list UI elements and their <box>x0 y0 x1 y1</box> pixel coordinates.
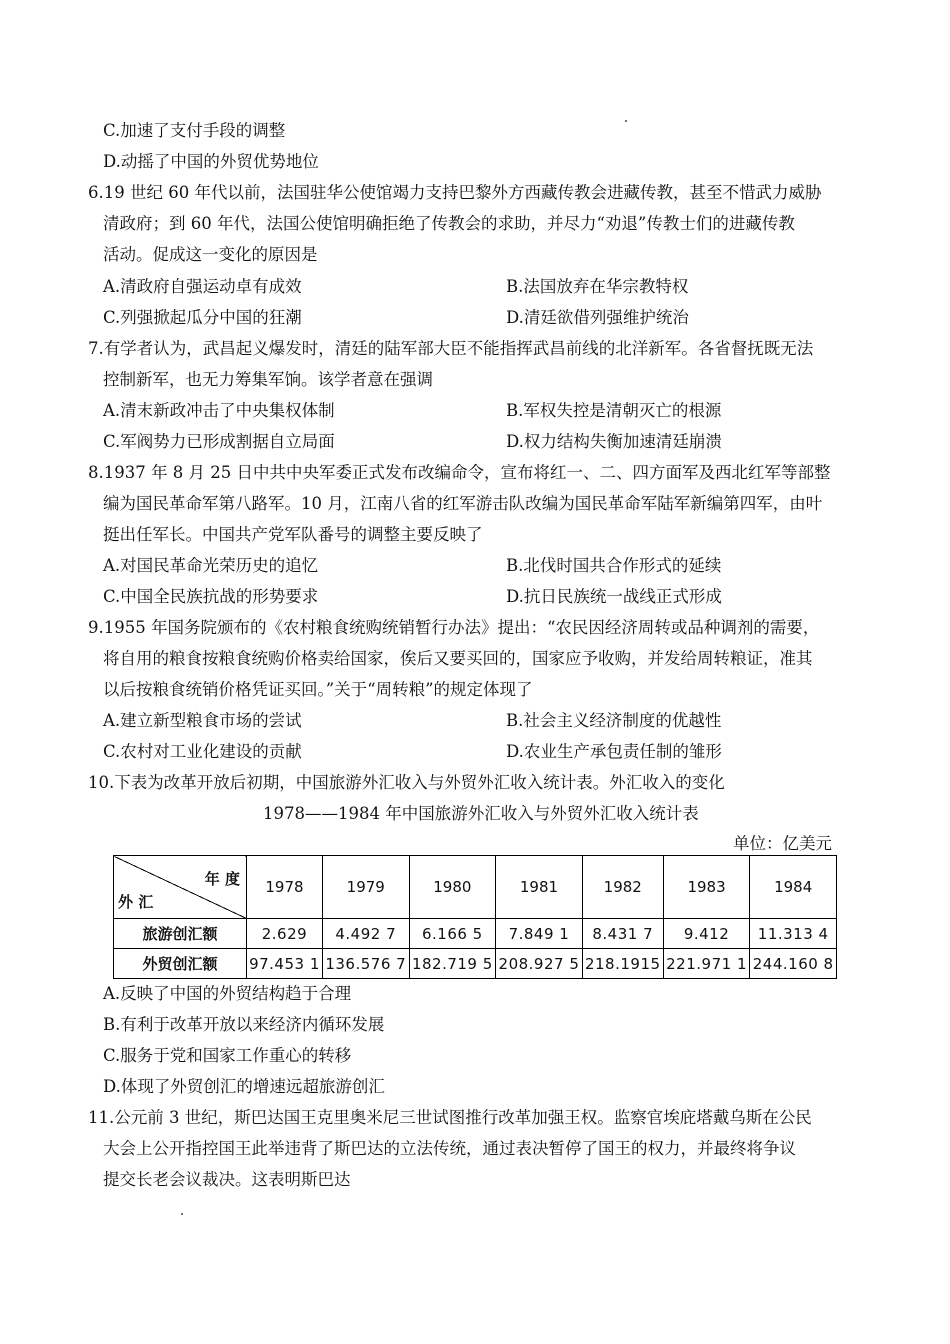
q8-option-a: A.对国民革命光荣历史的追忆 <box>103 556 319 575</box>
q7-stem-line1: 7.有学者认为，武昌起义爆发时，清廷的陆军部大臣不能指挥武昌前线的北洋新军。各省督抚既无法 <box>88 339 814 358</box>
q9-stem-line2: 将自用的粮食按粮食统购价格卖给国家，俟后又要买回的，国家应予收购，并发给周转粮证，准其 <box>103 649 813 668</box>
table-cell: 4.492 7 <box>322 919 409 949</box>
q9-option-d: D.农业生产承包责任制的雏形 <box>506 742 722 761</box>
table-corner-cell <box>114 856 247 919</box>
year-header-cell: 1983 <box>663 856 750 919</box>
table-cell: 8.431 7 <box>582 919 663 949</box>
q6-stem-line3: 活动。促成这一变化的原因是 <box>103 245 318 264</box>
q9-option-c: C.农村对工业化建设的贡献 <box>103 742 302 761</box>
corner-label-year: 年 度 <box>204 870 240 888</box>
q11-stem-line1: 11.公元前 3 世纪，斯巴达国王克里奥米尼三世试图推行改革加强王权。监察官埃庇塔戴乌斯在公民 <box>88 1108 812 1127</box>
row-label-cell: 外贸创汇额 <box>114 949 247 979</box>
table-cell: 221.971 1 <box>663 949 750 979</box>
year-header-cell: 1978 <box>247 856 323 919</box>
year-header-cell: 1984 <box>750 856 837 919</box>
q8-stem-line3: 挺出任军长。中国共产党军队番号的调整主要反映了 <box>103 525 483 544</box>
q9-stem-line1: 9.1955 年国务院颁布的《农村粮食统购统销暂行办法》提出：“农民因经济周转或品种调剂的需要， <box>88 618 820 637</box>
q9-stem-line3: 以后按粮食统销价格凭证买回。”关于“周转粮”的规定体现了 <box>103 680 533 699</box>
q10-option-a: A.反映了中国的外贸结构趋于合理 <box>103 984 352 1003</box>
table-cell: 6.166 5 <box>409 919 496 949</box>
scan-speck <box>181 1213 183 1215</box>
table-cell: 7.849 1 <box>496 919 583 949</box>
q10-table-title: 1978——1984 年中国旅游外汇收入与外贸外汇收入统计表 <box>263 804 699 823</box>
row-label-cell: 旅游创汇额 <box>114 919 247 949</box>
q8-option-c: C.中国全民族抗战的形势要求 <box>103 587 319 606</box>
q7-option-b: B.军权失控是清朝灭亡的根源 <box>506 401 722 420</box>
table-header-row <box>114 856 837 919</box>
table-cell: 208.927 5 <box>496 949 583 979</box>
forex-income-table <box>113 855 837 979</box>
q10-option-c: C.服务于党和国家工作重心的转移 <box>103 1046 352 1065</box>
table-cell: 136.576 7 <box>322 949 409 979</box>
q10-option-d: D.体现了外贸创汇的增速远超旅游创汇 <box>103 1077 385 1096</box>
q8-stem-line1: 8.1937 年 8 月 25 日中共中央军委正式发布改编命令，宣布将红一、二、四方面军及西北红军等部整 <box>88 463 831 482</box>
q10-stem-line1: 10.下表为改革开放后初期，中国旅游外汇收入与外贸外汇收入统计表。外汇收入的变化 <box>88 773 725 792</box>
q6-option-b: B.法国放弃在华宗教特权 <box>506 277 689 296</box>
q7-option-a: A.清末新政冲击了中央集权体制 <box>103 401 335 420</box>
year-header-cell: 1981 <box>496 856 583 919</box>
q9-option-b: B.社会主义经济制度的优越性 <box>506 711 722 730</box>
q6-stem-line2: 清政府；到 60 年代，法国公使馆明确拒绝了传教会的求助，并尽力“劝退”传教士们的进藏传教 <box>103 214 795 233</box>
q9-option-a: A.建立新型粮食市场的尝试 <box>103 711 302 730</box>
scan-speck <box>625 120 627 122</box>
table-cell: 97.453 1 <box>247 949 323 979</box>
q7-option-d: D.权力结构失衡加速清廷崩溃 <box>506 432 722 451</box>
q7-stem-line2: 控制新军，也无力筹集军饷。该学者意在强调 <box>103 370 433 389</box>
q8-stem-line2: 编为国民革命军第八路军。10 月，江南八省的红军游击队改编为国民革命军陆军新编第四军，由叶 <box>103 494 823 513</box>
table-cell: 218.1915 <box>582 949 663 979</box>
q6-option-a: A.清政府自强运动卓有成效 <box>103 277 302 296</box>
year-header-cell: 1982 <box>582 856 663 919</box>
q5-option-c: C.加速了支付手段的调整 <box>103 121 286 140</box>
q11-stem-line2: 大会上公开指控国王此举违背了斯巴达的立法传统，通过表决暂停了国王的权力，并最终将争议 <box>103 1139 796 1158</box>
table-cell: 244.160 8 <box>750 949 837 979</box>
table-cell: 11.313 4 <box>750 919 837 949</box>
q5-option-d: D.动摇了中国的外贸优势地位 <box>103 152 319 171</box>
table-cell: 182.719 5 <box>409 949 496 979</box>
year-header-cell: 1979 <box>322 856 409 919</box>
q7-option-c: C.军阀势力已形成割据自立局面 <box>103 432 335 451</box>
q10-option-b: B.有利于改革开放以来经济内循环发展 <box>103 1015 385 1034</box>
year-header-cell: 1980 <box>409 856 496 919</box>
q8-option-d: D.抗日民族统一战线正式形成 <box>506 587 722 606</box>
q11-stem-line3: 提交长老会议裁决。这表明斯巴达 <box>103 1170 351 1189</box>
table-cell: 9.412 <box>663 919 750 949</box>
table-row-tourism <box>114 919 837 949</box>
corner-label-forex: 外 汇 <box>118 893 154 911</box>
q6-option-c: C.列强掀起瓜分中国的狂潮 <box>103 308 302 327</box>
q6-option-d: D.清廷欲借列强维护统治 <box>506 308 689 327</box>
q6-stem-line1: 6.19 世纪 60 年代以前，法国驻华公使馆竭力支持巴黎外方西藏传教会进藏传教，甚至不惜武力威胁 <box>88 183 822 202</box>
q8-option-b: B.北伐时国共合作形式的延续 <box>506 556 722 575</box>
q10-table-unit: 单位：亿美元 <box>733 834 832 853</box>
table-cell: 2.629 <box>247 919 323 949</box>
table-row-foreign-trade <box>114 949 837 979</box>
